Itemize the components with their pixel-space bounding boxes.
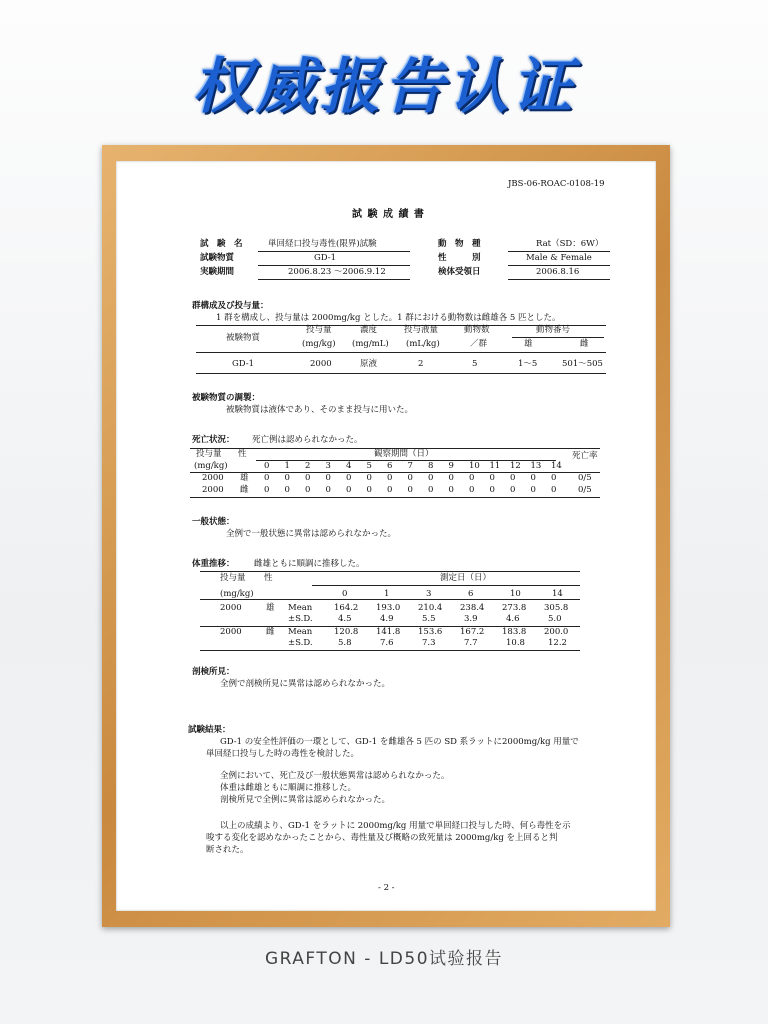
death-cell: 0	[325, 485, 331, 495]
death-cell: 0	[551, 485, 557, 495]
weight-sd-cell: 10.8	[506, 638, 525, 648]
weight-day-header: 14	[552, 589, 563, 599]
weight-mean-cell: 273.8	[502, 603, 527, 613]
group-heading: 群構成及び投与量：	[192, 301, 269, 311]
weight-mean-cell: 153.6	[418, 627, 443, 637]
weight-day-header: 1	[384, 589, 390, 599]
death-day-header: 5	[366, 461, 372, 471]
weight-sd-cell: 7.6	[380, 638, 394, 648]
death-day-header: 3	[325, 461, 331, 471]
death-day-header: 9	[448, 461, 454, 471]
death-row-dose: 2000	[202, 473, 224, 483]
death-day-header: 1	[284, 461, 290, 471]
report-document	[116, 161, 656, 911]
weight-sd-cell: 5.8	[338, 638, 352, 648]
weight-mean-cell: 193.0	[376, 603, 401, 613]
death-day-header: 13	[530, 461, 542, 471]
row-count: 5	[472, 359, 478, 369]
col-dose-unit: (mg/kg)	[302, 339, 336, 349]
death-cell: 0	[428, 473, 434, 483]
result-p3-line1: 以上の成績より、GD-1 をラットに 2000mg/kg 用量で単回経口投与した時、何ら毒性を示	[220, 821, 571, 831]
death-cell: 0	[264, 473, 270, 483]
weight-mean-cell: 238.4	[460, 603, 485, 613]
death-day-header: 6	[387, 461, 393, 471]
test-name-value: 単回経口投与毒性(限界)試験	[268, 239, 377, 249]
col-count-unit: ／群	[470, 339, 488, 349]
row-conc: 原液	[360, 359, 378, 369]
period-label: 実験期間	[200, 267, 235, 277]
col-count: 動物数	[464, 325, 490, 335]
col-volume-unit: (mL/kg)	[406, 339, 440, 349]
result-p2-line3: 剖検所見で全例に異常は認められなかった。	[220, 795, 391, 805]
weight-sd-cell: 3.9	[464, 614, 478, 624]
row-dose: 2000	[310, 359, 332, 369]
death-day-header: 10	[469, 461, 480, 471]
death-cell: 0	[469, 473, 475, 483]
result-p2-line1: 全例において、死亡及び一般状態異常は認められなかった。	[220, 771, 450, 781]
weight-mean-cell: 141.8	[376, 627, 401, 637]
general-heading: 一般状態：	[192, 517, 235, 527]
weight-sd-label: ±S.D.	[288, 638, 313, 648]
death-note: 死亡例は認められなかった。	[252, 435, 363, 445]
col-female: 雌	[580, 339, 589, 349]
weight-sd-cell: 5.0	[548, 614, 562, 624]
weight-row-dose: 2000	[220, 627, 242, 637]
result-p3-line3: 断された。	[206, 845, 249, 855]
caption: GRAFTON - LD50试验报告	[264, 949, 504, 969]
weight-mean-cell: 183.8	[502, 627, 527, 637]
death-cell: 0	[346, 485, 352, 495]
death-day-header: 2	[305, 461, 311, 471]
death-rate-label: 死亡率	[572, 451, 598, 461]
death-cell: 0	[489, 473, 495, 483]
death-day-header: 14	[551, 461, 562, 471]
death-period-label: 観察期間（日）	[374, 449, 434, 459]
sex-label: 性 別	[438, 253, 481, 263]
death-cell: 0	[284, 485, 290, 495]
weight-mean-cell: 305.8	[544, 603, 569, 613]
death-row-sex: 雄	[240, 473, 249, 483]
col-conc: 濃度	[360, 325, 378, 335]
weight-sex-label: 性	[264, 573, 273, 583]
weight-sd-cell: 4.5	[338, 614, 352, 624]
substance-value: GD-1	[314, 253, 337, 263]
weight-day-header: 6	[468, 589, 474, 599]
weight-sd-cell: 4.9	[380, 614, 394, 624]
row-substance: GD-1	[232, 359, 255, 369]
result-p2-line2: 体重は雌雄ともに順調に推移した。	[220, 783, 357, 793]
death-unit-label: (mg/kg)	[194, 461, 228, 471]
death-cell: 0	[530, 473, 536, 483]
weight-day-header: 10	[510, 589, 521, 599]
page-number: - 2 -	[378, 883, 395, 893]
receipt-date-label: 検体受領日	[438, 267, 481, 277]
death-heading: 死亡状況：	[192, 435, 235, 445]
weight-row-dose: 2000	[220, 603, 242, 613]
death-cell: 0	[264, 485, 270, 495]
weight-dose-label: 投与量	[220, 573, 246, 583]
death-sex-label: 性	[238, 449, 247, 459]
weight-sd-label: ±S.D.	[288, 614, 313, 624]
death-dose-label: 投与量	[196, 449, 222, 459]
weight-day-header: 0	[342, 589, 348, 599]
substance-label: 試験物質	[200, 253, 235, 263]
row-male-no: 1～5	[518, 359, 538, 369]
result-heading: 試験結果：	[188, 725, 231, 735]
col-conc-unit: (mg/mL)	[352, 339, 389, 349]
death-cell: 0	[448, 485, 454, 495]
death-cell: 0	[428, 485, 434, 495]
weight-sd-cell: 12.2	[548, 638, 567, 648]
col-animal-no: 動物番号	[536, 325, 571, 335]
death-cell: 0	[407, 473, 413, 483]
weight-row-sex: 雄	[266, 603, 275, 613]
death-cell: 0	[387, 485, 393, 495]
death-row-sex: 雌	[240, 485, 249, 495]
death-day-header: 11	[489, 461, 501, 471]
death-cell: 0	[305, 485, 311, 495]
death-cell: 0	[530, 485, 536, 495]
death-cell: 0	[284, 473, 290, 483]
weight-mean-cell: 210.4	[418, 603, 443, 613]
test-name-label: 試 験 名	[200, 239, 243, 249]
document-title: 試 験 成 績 書	[352, 209, 425, 220]
weight-mean-cell: 164.2	[334, 603, 359, 613]
weight-day-label: 測定日（日）	[440, 573, 492, 583]
necropsy-text: 全例で剖検所見に異常は認められなかった。	[220, 679, 391, 689]
death-cell: 0	[510, 485, 516, 495]
death-cell: 0	[469, 485, 475, 495]
death-cell: 0	[489, 485, 495, 495]
certificate-frame	[102, 145, 670, 927]
death-cell: 0	[325, 473, 331, 483]
period-value: 2006.8.23 ～2006.9.12	[288, 267, 386, 277]
row-volume: 2	[418, 359, 424, 369]
weight-day-header: 3	[426, 589, 432, 599]
species-label: 動 物 種	[438, 239, 481, 249]
death-cell: 0	[407, 485, 413, 495]
result-p3-line2: 唆する変化を認めなかったことから、毒性量及び概略の致死量は 2000mg/kg を上回ると判	[206, 833, 558, 843]
weight-mean-cell: 167.2	[460, 627, 485, 637]
death-cell: 0	[551, 473, 557, 483]
necropsy-heading: 剖検所見：	[192, 667, 235, 677]
death-row-dose: 2000	[202, 485, 224, 495]
death-day-header: 7	[407, 461, 413, 471]
death-day-header: 8	[428, 461, 434, 471]
sex-value: Male & Female	[526, 253, 592, 263]
document-ref-number: JBS-06-ROAC-0108-19	[508, 179, 605, 189]
col-volume: 投与液量	[404, 325, 439, 335]
death-cell: 0	[366, 473, 372, 483]
prep-heading: 被験物質の調製：	[192, 393, 261, 403]
death-cell: 0	[510, 473, 516, 483]
banner-title: 权威报告认证	[192, 52, 576, 122]
death-cell: 0	[387, 473, 393, 483]
weight-heading: 体重推移：	[192, 559, 235, 569]
row-female-no: 501～505	[562, 359, 603, 369]
death-day-header: 4	[346, 461, 352, 471]
col-male: 雄	[524, 339, 533, 349]
weight-mean-label: Mean	[288, 627, 313, 637]
death-cell: 0	[448, 473, 454, 483]
col-dose: 投与量	[306, 325, 332, 335]
receipt-date-value: 2006.8.16	[536, 267, 580, 277]
prep-text: 被験物質は液体であり、そのまま投与に用いた。	[226, 405, 414, 415]
death-cell: 0	[366, 485, 372, 495]
death-row-rate: 0/5	[578, 473, 592, 483]
death-row-rate: 0/5	[578, 485, 592, 495]
weight-mean-label: Mean	[288, 603, 313, 613]
weight-sd-cell: 5.5	[422, 614, 436, 624]
death-day-header: 0	[264, 461, 270, 471]
weight-row-sex: 雌	[266, 627, 275, 637]
weight-sd-cell: 7.3	[422, 638, 436, 648]
species-value: Rat（SD：6W）	[536, 239, 604, 249]
col-substance: 被験物質	[226, 333, 261, 343]
weight-sd-cell: 4.6	[506, 614, 520, 624]
weight-mean-cell: 200.0	[544, 627, 569, 637]
group-text: 1 群を構成し、投与量は 2000mg/kg とした。1 群における動物数は雌雄各 5 匹とした。	[216, 313, 561, 323]
death-day-header: 12	[510, 461, 521, 471]
weight-mean-cell: 120.8	[334, 627, 359, 637]
weight-note: 雌雄ともに順調に推移した。	[254, 559, 365, 569]
weight-sd-cell: 7.7	[464, 638, 478, 648]
weight-unit-label: (mg/kg)	[220, 589, 254, 599]
result-p1-line2: 単回経口投与した時の毒性を検討した。	[206, 749, 360, 759]
death-cell: 0	[346, 473, 352, 483]
general-text: 全例で一般状態に異常は認められなかった。	[226, 529, 397, 539]
result-p1-line1: GD-1 の安全性評価の一環として、GD-1 を雌雄各 5 匹の SD 系ラットに2000mg/kg 用量で	[220, 737, 579, 747]
death-cell: 0	[305, 473, 311, 483]
